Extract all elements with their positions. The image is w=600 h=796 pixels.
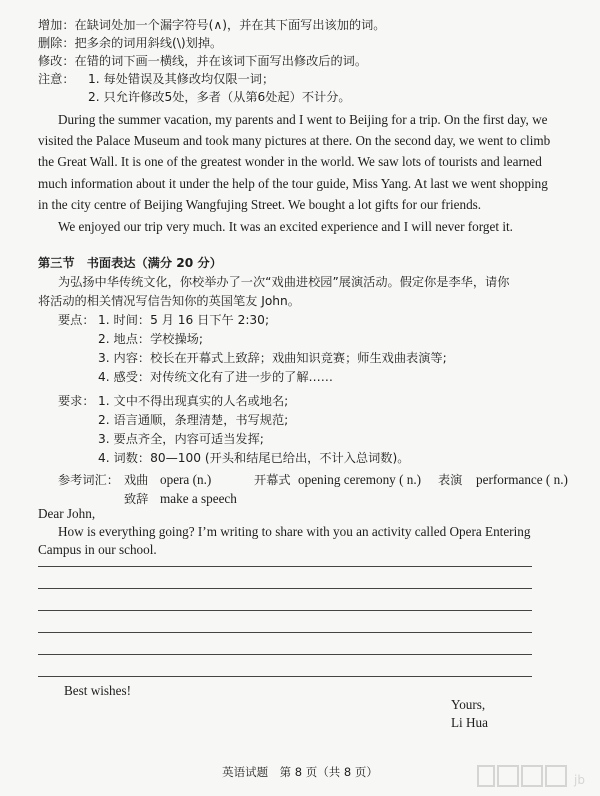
vocab-cn: 致辞 [124,492,149,506]
vocab-cn: 表演 [438,473,463,487]
vocab-en: opening ceremony ( n.) [298,472,422,487]
letter-sign-yours: Yours, [451,697,486,712]
note-2: 2. 只允许修改5处，多者（从第6处起）不计分。 [88,90,351,104]
prompt-line: 将活动的相关情况写信告知你的英国笔友 John。 [38,294,300,308]
requirement-item: 2. 语言通顺，条理清楚，书写规范; [98,413,289,427]
writing-line[interactable] [38,588,532,589]
letter-salutation: Dear John, [38,506,96,521]
letter-sign-name: Li Hua [451,715,488,730]
point-item: 4. 感受：对传统文化有了进一步的了解…… [98,370,333,384]
requirement-item: 4. 词数：80—100 (开头和结尾已给出，不计入总词数)。 [98,451,410,465]
passage-line: in the city centre of Beijing Wangfujing Street. We bought a lot gifts for our friends. [38,197,482,212]
writing-line[interactable] [38,676,532,677]
note-label: 注意： [38,72,75,86]
passage-line: We enjoyed our trip very much. It was an excited experience and I will never forget it. [58,219,513,234]
letter-body-line: Campus in our school. [38,542,157,557]
passage-line: the Great Wall. It is one of the greatest wonder in the world. We saw lots of tourists and learned [38,154,542,169]
requirement-item: 1. 文中不得出现真实的人名或地名; [98,394,289,408]
section-title: 第三节 书面表达（满分 20 分） [38,256,222,270]
points-label: 要点： [58,313,95,327]
page-footer: 英语试题 第 8 页（共 8 页） [222,765,378,779]
passage-line: much information about it under the help of the tour guide, Miss Yang. At last we went shopping [38,176,548,191]
instruction-modify: 修改：在错的词下画一横线，并在该词下面写出修改后的词。 [38,54,368,68]
writing-line[interactable] [38,610,532,611]
vocab-en: opera (n.) [160,472,212,487]
watermark-logo-icon [476,762,594,790]
vocab-en: make a speech [160,491,237,506]
passage-line: visited the Palace Museum and took many pictures at there. On the second day, we went to climb [38,133,551,148]
svg-text:jb: jb [574,773,585,787]
letter-body-line: How is everything going? I’m writing to share with you an activity called Opera Entering [58,524,531,539]
vocab-en: performance ( n.) [476,472,568,487]
note-1: 1. 每处错误及其修改均仅限一词； [88,72,275,86]
vocab-cn: 开幕式 [254,473,291,487]
writing-line[interactable] [38,566,532,567]
requirement-item: 3. 要点齐全，内容可适当发挥; [98,432,264,446]
writing-line[interactable] [38,654,532,655]
point-item: 1. 时间：5 月 16 日下午 2:30; [98,313,270,327]
letter-closing: Best wishes! [64,683,132,698]
point-item: 2. 地点：学校操场; [98,332,203,346]
instruction-delete: 删除：把多余的词用斜线(\)划掉。 [38,36,223,50]
instruction-add: 增加：在缺词处加一个漏字符号(∧)，并在其下面写出该加的词。 [38,18,386,32]
prompt-line: 为弘扬中华传统文化，你校举办了一次“戏曲进校园”展演活动。假定你是李华，请你 [58,275,510,289]
vocab-cn: 戏曲 [124,473,149,487]
writing-line[interactable] [38,632,532,633]
passage-line: During the summer vacation, my parents and I went to Beijing for a trip. On the first day, we [58,112,548,127]
point-item: 3. 内容：校长在开幕式上致辞；戏曲知识竞赛；师生戏曲表演等; [98,351,447,365]
requirements-label: 要求： [58,394,95,408]
vocab-label: 参考词汇： [58,473,119,487]
